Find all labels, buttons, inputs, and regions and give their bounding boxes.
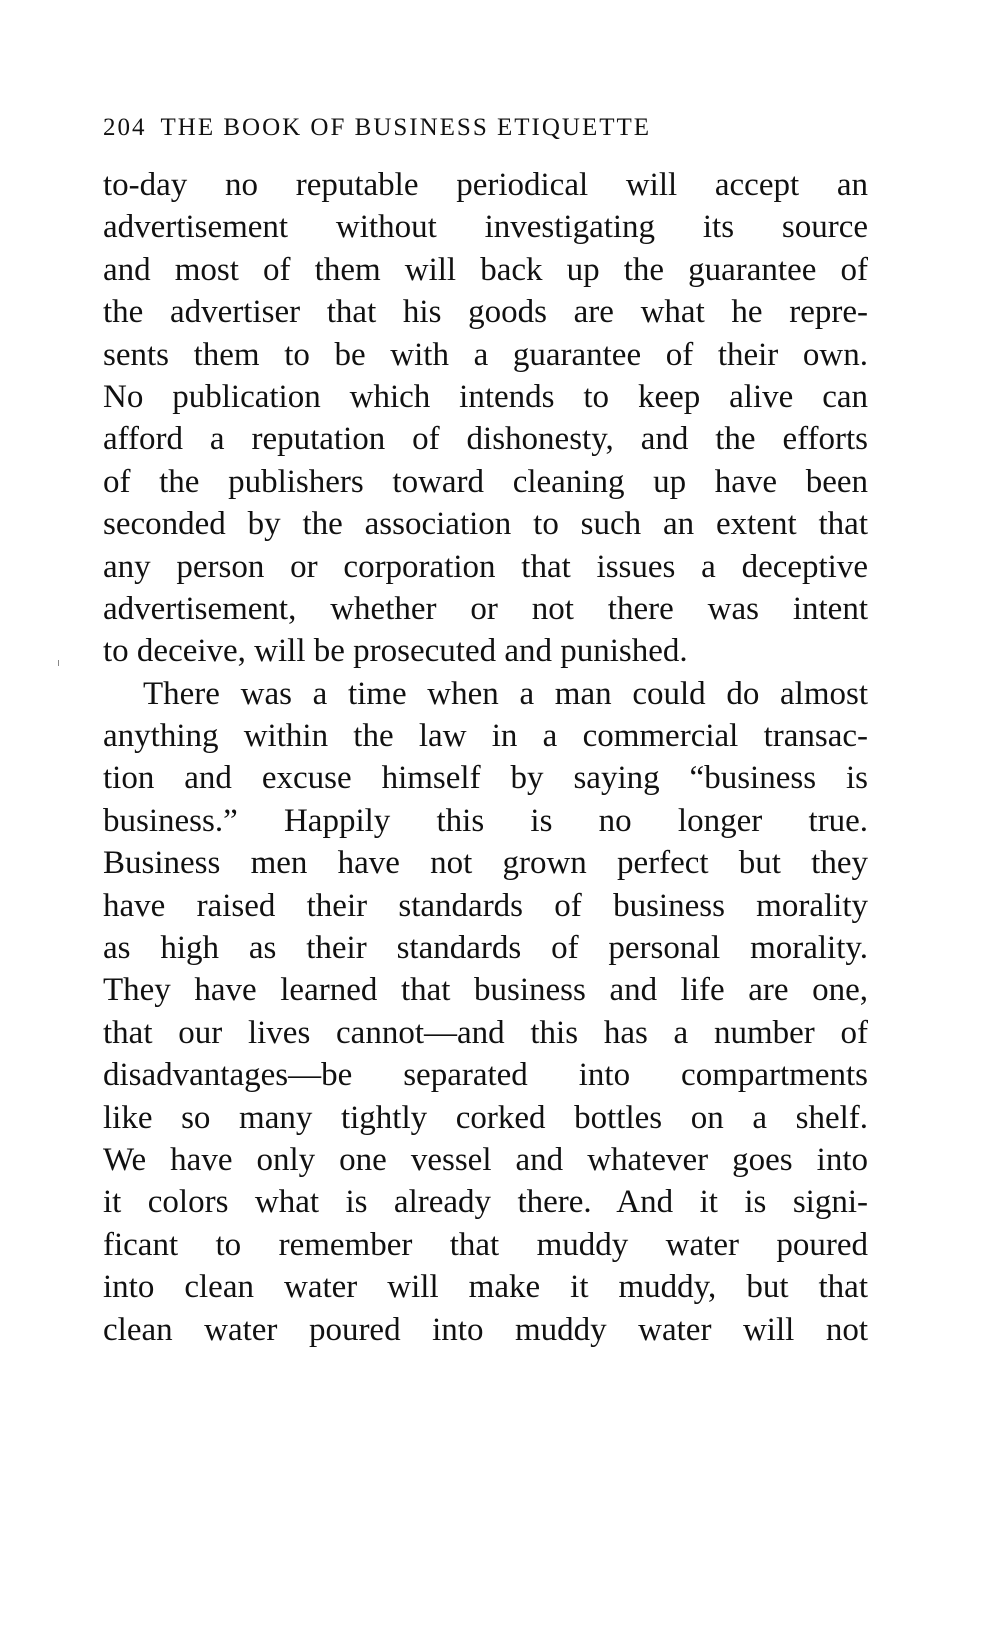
- text-line: like so many tightly corked bottles on a shelf.: [103, 1099, 868, 1136]
- text-line: to-day no reputable periodical will accept an: [103, 167, 868, 203]
- paragraph-1: [103, 164, 868, 673]
- text-line: the advertiser that his goods are what he repre-: [103, 294, 868, 331]
- text-line: have raised their standards of business morality: [103, 887, 868, 924]
- running-title: THE BOOK OF BUSINESS ETIQUETTE: [160, 114, 652, 141]
- text-line: sents them to be with a guarantee of their own.: [103, 336, 868, 373]
- text-line: of the publishers toward cleaning up have been: [103, 463, 868, 500]
- text-line: as high as their standards of personal morality.: [103, 930, 868, 967]
- text-line: into clean water will make it muddy, but that: [103, 1269, 868, 1306]
- text-line: seconded by the association to such an extent that: [103, 506, 868, 543]
- paragraph-2: [103, 673, 868, 1351]
- text-line: advertisement without investigating its source: [103, 209, 868, 246]
- text-line: afford a reputation of dishonesty, and the efforts: [103, 421, 868, 458]
- text-line: business.” Happily this is no longer true.: [103, 802, 868, 839]
- text-line: tion and excuse himself by saying “business is: [103, 760, 868, 797]
- text-line: ficant to remember that muddy water poured: [103, 1226, 868, 1263]
- margin-mark: [58, 660, 59, 666]
- text-line: to deceive, will be prosecuted and punished.: [103, 633, 688, 670]
- text-line: Business men have not grown perfect but they: [103, 845, 868, 882]
- text-line: any person or corporation that issues a deceptive: [103, 548, 868, 585]
- text-line: There was a time when a man could do almost: [143, 675, 868, 712]
- page-number: 204: [103, 114, 147, 141]
- text-line: that our lives cannot—and this has a number of: [103, 1014, 868, 1051]
- running-head: [103, 108, 868, 148]
- text-line: disadvantages—be separated into compartments: [103, 1057, 868, 1094]
- text-line: We have only one vessel and whatever goes into: [103, 1141, 868, 1178]
- text-line: They have learned that business and life are one,: [103, 972, 868, 1009]
- body-text: [103, 164, 868, 1351]
- text-line: it colors what is already there. And it is signi-: [103, 1184, 868, 1221]
- text-line: advertisement, whether or not there was intent: [103, 590, 868, 627]
- text-line: No publication which intends to keep alive can: [103, 378, 868, 415]
- text-line: anything within the law in a commercial transac-: [103, 718, 868, 755]
- text-line: clean water poured into muddy water will not: [103, 1311, 868, 1348]
- text-line: and most of them will back up the guarantee of: [103, 251, 868, 288]
